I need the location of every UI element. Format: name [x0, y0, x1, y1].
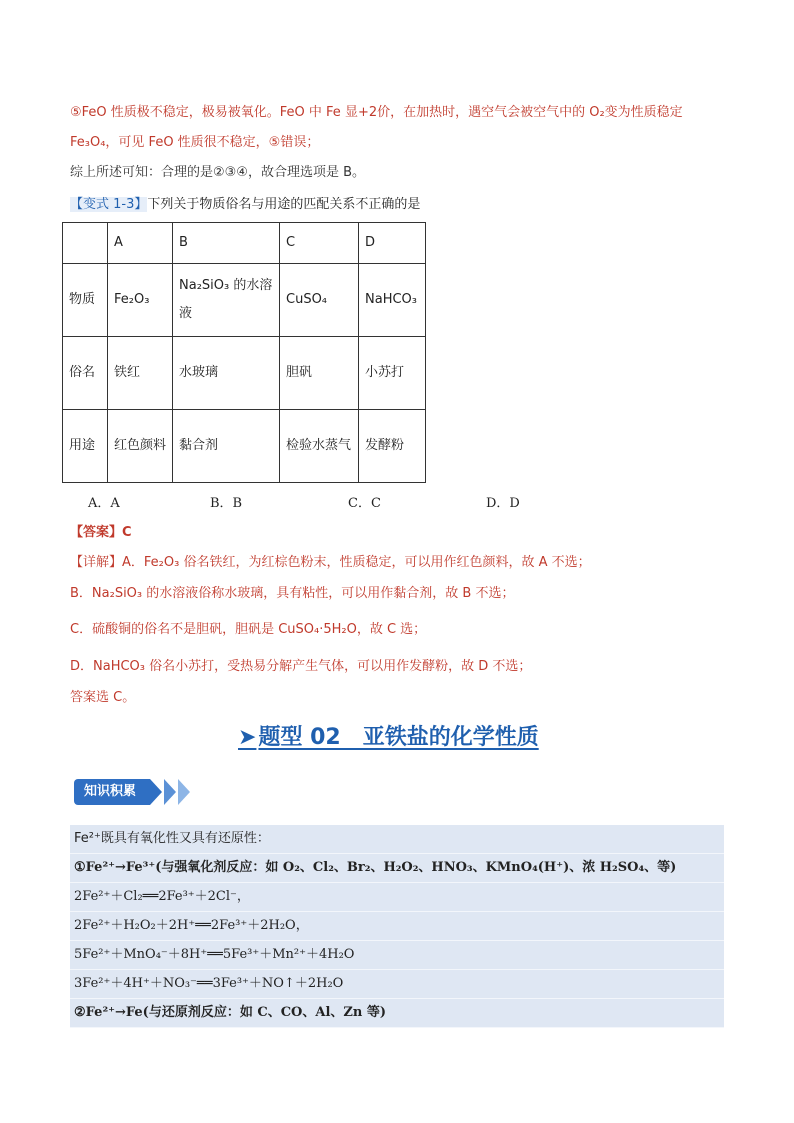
answer-detail-b: B．Na₂SiO₃ 的水溶液俗称水玻璃，具有粘性，可以用作黏合剂，故 B 不选； [70, 586, 515, 601]
section-title [238, 720, 539, 751]
table-cell: 铁红 [108, 337, 173, 410]
knowledge-box [70, 825, 724, 1028]
table-cell: 小苏打 [359, 337, 426, 410]
table-row [63, 264, 426, 337]
question-tag: 【变式 1-3】 [70, 197, 148, 212]
knowledge-badge [74, 779, 190, 805]
table-cell: 胆矾 [280, 337, 359, 410]
choice-d: D．D [486, 496, 520, 511]
knowledge-line: ②Fe²⁺→Fe(与还原剂反应：如 C、CO、Al、Zn 等) [70, 999, 724, 1028]
table-header-row [63, 223, 426, 264]
table-cell: 红色颜料 [108, 410, 173, 483]
choice-a: A．A [88, 496, 120, 511]
analysis-summary: 综上所述可知：合理的是②③④，故合理选项是 B。 [70, 165, 366, 180]
question-stem: 下列关于物质俗名与用途的匹配关系不正确的是 [147, 197, 421, 212]
choice-b: B．B [210, 496, 243, 511]
table-row-label: 俗名 [63, 337, 108, 410]
table-cell: NaHCO₃ [359, 264, 426, 337]
table-cell: 黏合剂 [173, 410, 280, 483]
table-row [63, 337, 426, 410]
table-header-cell: D [359, 223, 426, 264]
arrow-icon: ➤ [238, 725, 257, 750]
table-row [63, 410, 426, 483]
answer-detail-c: C．硫酸铜的俗名不是胆矾，胆矾是 CuSO₄·5H₂O，故 C 选； [70, 622, 427, 637]
table-cell: Na₂SiO₃ 的水溶液 [173, 264, 280, 337]
table-header-cell: B [173, 223, 280, 264]
chevron-right-icon [164, 779, 176, 805]
table-cell: 发酵粉 [359, 410, 426, 483]
table-row-label: 用途 [63, 410, 108, 483]
table-corner-cell [63, 223, 108, 264]
property-table [62, 222, 426, 483]
section-title-text: 题型 02 亚铁盐的化学性质 [258, 725, 539, 750]
question-stem-row [70, 195, 420, 215]
knowledge-badge-label: 知识积累 [74, 779, 150, 805]
table-header-cell: C [280, 223, 359, 264]
answer-label: 【答案】C [70, 525, 132, 540]
table-cell: CuSO₄ [280, 264, 359, 337]
knowledge-line: ①Fe²⁺→Fe³⁺(与强氧化剂反应：如 O₂、Cl₂、Br₂、H₂O₂、HNO₃、KMnO₄(H⁺)、浓 H₂SO₄、等) [70, 854, 724, 883]
analysis-line-1: ⑤FeO 性质极不稳定，极易被氧化。FeO 中 Fe 显+2价，在加热时，遇空气会被空气中的 O₂变为性质稳定 [70, 105, 683, 120]
table-row-label: 物质 [63, 264, 108, 337]
knowledge-line: 2Fe²⁺＋Cl₂══2Fe³⁺＋2Cl⁻， [70, 883, 724, 912]
knowledge-line: Fe²⁺既具有氧化性又具有还原性： [70, 825, 724, 854]
chevron-right-icon [150, 779, 162, 805]
answer-detail-a: 【详解】A．Fe₂O₃ 俗名铁红，为红棕色粉末，性质稳定，可以用作红色颜料，故 A 不选； [70, 555, 591, 570]
table-cell: Fe₂O₃ [108, 264, 173, 337]
answer-final: 答案选 C。 [70, 690, 136, 705]
knowledge-line: 5Fe²⁺＋MnO₄⁻＋8H⁺══5Fe³⁺＋Mn²⁺＋4H₂O [70, 941, 724, 970]
choice-c: C．C [348, 496, 381, 511]
knowledge-line: 2Fe²⁺＋H₂O₂＋2H⁺══2Fe³⁺＋2H₂O， [70, 912, 724, 941]
table-header-cell: A [108, 223, 173, 264]
chevron-right-icon [178, 779, 190, 805]
table-cell: 水玻璃 [173, 337, 280, 410]
analysis-line-2: Fe₃O₄，可见 FeO 性质很不稳定，⑤错误； [70, 135, 320, 150]
knowledge-line: 3Fe²⁺＋4H⁺＋NO₃⁻══3Fe³⁺＋NO↑＋2H₂O [70, 970, 724, 999]
table-cell: 检验水蒸气 [280, 410, 359, 483]
answer-detail-d: D．NaHCO₃ 俗名小苏打，受热易分解产生气体，可以用作发酵粉，故 D 不选； [70, 659, 532, 674]
